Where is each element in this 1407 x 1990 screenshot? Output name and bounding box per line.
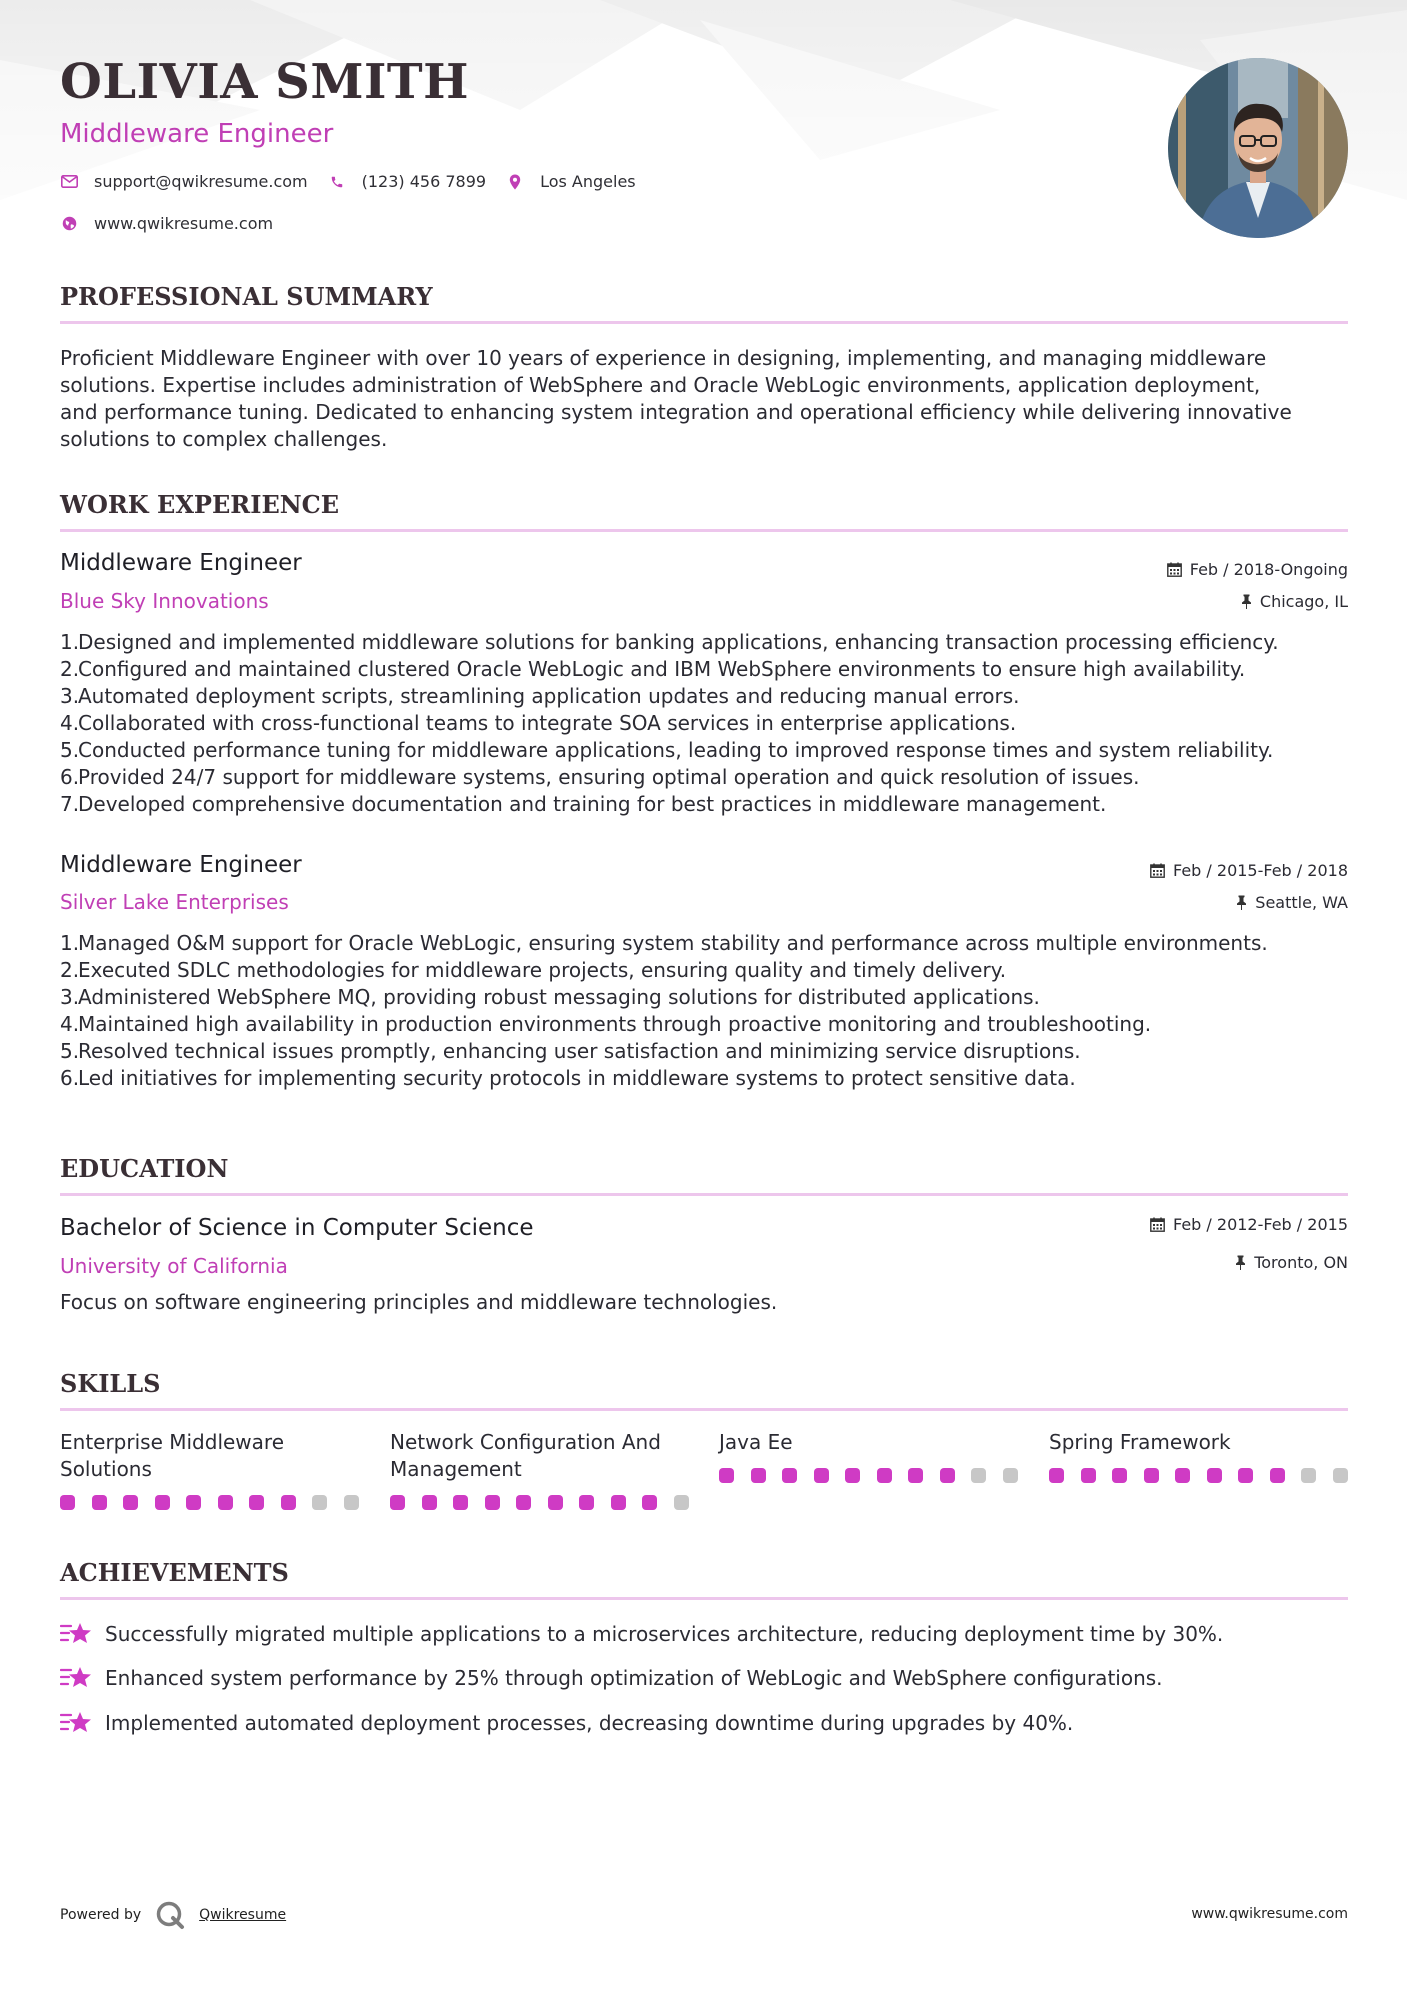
education-title: EDUCATION [60,1154,229,1183]
rating-dot-filled [642,1495,657,1510]
phone-item[interactable] [328,172,486,191]
achievement-item [60,1620,1223,1648]
rating-dot-filled [751,1468,766,1483]
achievement-text: Enhanced system performance by 25% through optimization of WebLogic and WebSphere configurations. [105,1666,1163,1690]
rating-dot-filled [60,1495,75,1510]
degree-title: Bachelor of Science in Computer Science [60,1215,534,1241]
rating-dot-filled [422,1495,437,1510]
skill-item [60,1429,360,1483]
job-dates-text: Feb / 2015-Feb / 2018 [1173,861,1348,880]
job-role: Middleware Engineer [60,119,334,149]
rating-dot-filled [814,1468,829,1483]
pushpin-icon [1236,895,1247,910]
skill-rating [1049,1468,1364,1483]
pushpin-icon [1235,1255,1246,1270]
section-divider [60,1193,1348,1196]
job-bullets [60,629,1368,818]
rating-dot-filled [186,1495,201,1510]
section-divider [60,1597,1348,1600]
rating-dot-filled [1144,1468,1159,1483]
job-company: Silver Lake Enterprises [60,890,289,914]
rating-dot-filled [1112,1468,1127,1483]
rating-dot-filled [940,1468,955,1483]
school-name: University of California [60,1254,288,1278]
list-item: Provided 24/7 support for middleware systems, ensuring optimal operation and quick resolution of issues. [78,765,1140,789]
skill-item [390,1429,690,1483]
section-divider [60,529,1348,532]
rating-dot-empty [1301,1468,1316,1483]
rating-dot-filled [281,1495,296,1510]
list-item: Managed O&M support for Oracle WebLogic, ensuring system stability and performance across multiple environments. [78,931,1268,955]
rating-dot-filled [845,1468,860,1483]
achievement-item [60,1709,1073,1737]
summary-line: solutions. Expertise includes administration of WebSphere and Oracle WebLogic environments, application deployment, [60,373,1261,397]
globe-icon [60,215,78,233]
summary-line: and performance tuning. Dedicated to enhancing system integration and operational efficiency while delivering innovative [60,400,1292,424]
list-item: Executed SDLC methodologies for middleware projects, ensuring quality and timely delivery. [78,958,1007,982]
pushpin-icon [1241,594,1252,609]
email-item[interactable] [60,172,308,191]
website-item[interactable] [60,214,273,233]
footer-powered-by [60,1900,286,1930]
rating-dot-filled [1049,1468,1064,1483]
rating-dot-empty [344,1495,359,1510]
skill-name: Spring Framework [1049,1430,1231,1454]
education-location [1235,1253,1348,1272]
footer-website[interactable]: www.qwikresume.com [1191,1906,1348,1922]
skill-rating [60,1495,375,1510]
job-dates [1150,861,1348,880]
job-dates-text: Feb / 2018-Ongoing [1189,560,1348,579]
summary-title: PROFESSIONAL SUMMARY [60,282,433,311]
summary-line: Proficient Middleware Engineer with over 10 years of experience in designing, implementing, and managing middleware [60,346,1267,370]
website-text[interactable]: www.qwikresume.com [94,214,274,233]
skill-name: Management [390,1457,522,1481]
qwikresume-logo-icon [155,1900,185,1930]
calendar-icon [1150,863,1165,878]
location-text: Los Angeles [540,172,636,191]
rating-dot-filled [1081,1468,1096,1483]
list-item: Collaborated with cross-functional teams to integrate SOA services in enterprise applications. [78,711,1017,735]
calendar-icon [1167,562,1182,577]
skill-name: Java Ee [719,1430,793,1454]
job-location-text: Chicago, IL [1259,592,1348,611]
job-location-text: Seattle, WA [1255,893,1348,912]
list-item: Conducted performance tuning for middleware applications, leading to improved response times and system reliability. [78,738,1274,762]
skill-name: Solutions [60,1457,152,1481]
calendar-icon [1150,1217,1165,1232]
rating-dot-empty [1003,1468,1018,1483]
rating-dot-filled [249,1495,264,1510]
skill-name: Network Configuration And [390,1430,661,1454]
achievement-item [60,1664,1163,1692]
rating-dot-filled [782,1468,797,1483]
rating-dot-filled [218,1495,233,1510]
education-dates-text: Feb / 2012-Feb / 2015 [1173,1215,1348,1234]
job-bullets [60,930,1368,1092]
profile-photo [1168,58,1348,238]
rating-dot-filled [1207,1468,1222,1483]
rating-dot-filled [1270,1468,1285,1483]
candidate-name: OLIVIA SMITH [60,54,469,110]
rating-dot-empty [971,1468,986,1483]
education-location-text: Toronto, ON [1254,1253,1348,1272]
contact-row-2 [60,214,293,233]
job-location [1241,592,1348,611]
education-description: Focus on software engineering principles and middleware technologies. [60,1290,778,1314]
star-achievement-icon [60,1709,94,1737]
achievements-title: ACHIEVEMENTS [60,1558,289,1587]
list-item: Configured and maintained clustered Oracle WebLogic and IBM WebSphere environments to ensure high availability. [78,657,1246,681]
phone-text: (123) 456 7899 [361,172,487,191]
contact-row [60,172,656,191]
brand-link[interactable]: Qwikresume [199,1907,287,1923]
rating-dot-filled [908,1468,923,1483]
mail-icon [60,173,78,191]
rating-dot-filled [485,1495,500,1510]
job-location [1236,893,1348,912]
list-item: Developed comprehensive documentation and training for best practices in middleware management. [78,792,1107,816]
list-item: Led initiatives for implementing security protocols in middleware systems to protect sensitive data. [78,1066,1076,1090]
section-divider [60,1408,1348,1411]
job-dates [1167,560,1348,579]
rating-dot-filled [453,1495,468,1510]
list-item: Resolved technical issues promptly, enhancing user satisfaction and minimizing service disruptions. [78,1039,1081,1063]
skills-title: SKILLS [60,1369,161,1398]
job-company: Blue Sky Innovations [60,589,269,613]
achievement-text: Successfully migrated multiple applications to a microservices architecture, reducing deployment time by 30%. [105,1622,1224,1646]
rating-dot-filled [516,1495,531,1510]
rating-dot-filled [155,1495,170,1510]
star-achievement-icon [60,1620,94,1648]
list-item: Designed and implemented middleware solutions for banking applications, enhancing transaction processing efficiency. [78,630,1279,654]
skill-item [719,1429,1019,1456]
skill-item [1049,1429,1349,1456]
list-item: Maintained high availability in production environments through proactive monitoring and troubleshooting. [78,1012,1152,1036]
skill-rating [390,1495,705,1510]
education-dates [1150,1215,1348,1234]
phone-icon [328,173,346,191]
skill-rating [719,1468,1034,1483]
rating-dot-filled [123,1495,138,1510]
list-item: Administered WebSphere MQ, providing robust messaging solutions for distributed applications. [78,985,1040,1009]
job-title: Middleware Engineer [60,852,302,878]
list-item: Automated deployment scripts, streamlining application updates and reducing manual errors. [78,684,1020,708]
rating-dot-filled [548,1495,563,1510]
section-divider [60,321,1348,324]
rating-dot-filled [1175,1468,1190,1483]
powered-by-text: Powered by [60,1907,142,1923]
email-text[interactable]: support@qwikresume.com [94,172,308,191]
rating-dot-empty [1333,1468,1348,1483]
achievement-text: Implemented automated deployment processes, decreasing downtime during upgrades by 40%. [105,1711,1074,1735]
rating-dot-filled [719,1468,734,1483]
rating-dot-filled [1238,1468,1253,1483]
experience-title: WORK EXPERIENCE [60,490,340,519]
rating-dot-filled [92,1495,107,1510]
summary-text [60,345,1348,453]
star-achievement-icon [60,1664,94,1692]
rating-dot-filled [877,1468,892,1483]
rating-dot-filled [611,1495,626,1510]
skill-name: Enterprise Middleware [60,1430,285,1454]
map-pin-icon [506,173,524,191]
location-item [506,172,636,191]
rating-dot-empty [312,1495,327,1510]
rating-dot-filled [390,1495,405,1510]
summary-line: solutions to complex challenges. [60,427,388,451]
job-title: Middleware Engineer [60,550,302,576]
rating-dot-filled [579,1495,594,1510]
rating-dot-empty [674,1495,689,1510]
